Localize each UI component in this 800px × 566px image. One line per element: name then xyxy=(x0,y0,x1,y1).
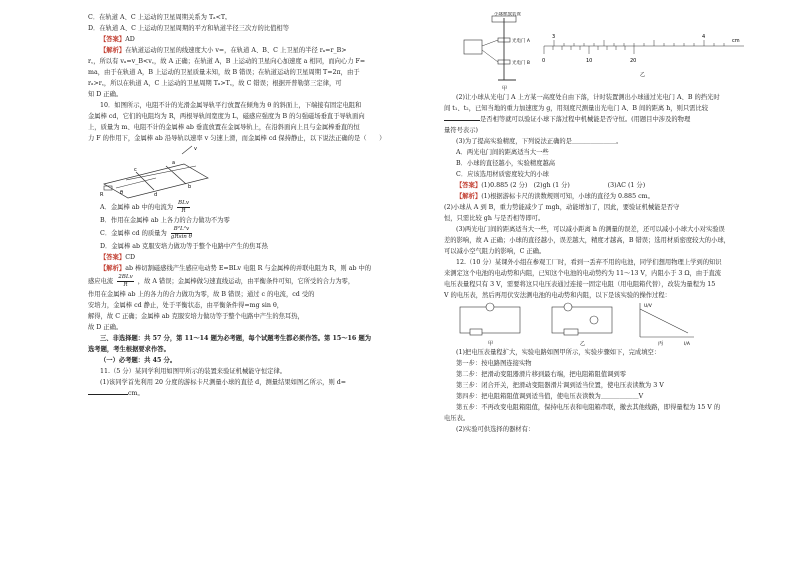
answer-line: 【答案】CD xyxy=(100,254,136,261)
question-10-text: 上，质量为 m、电阻不计的金属棒 ab 垂直放置在金属导轨上，在沿斜面向上且与金属棒垂直的恒 xyxy=(88,124,360,131)
fraction: $\frac{\text{2BLv}}{R}$ xyxy=(118,274,133,288)
q12-part1: (1)把电压表量程扩大，实验电路如图甲所示，实验步骤如下，完成填空： xyxy=(456,349,661,356)
q12-step5: 第五步：不再改变电阻箱阻值，保持电压表和电阻箱串联，撤去其他线路，即得量程为 15 V 的 xyxy=(456,404,721,411)
q11-part2: 间 t₁、t₂，已知当地的重力加速度为 g，用刻度尺测量出光电门 A、B 间的距离 h，则只需比较 xyxy=(444,105,709,112)
question-10-text: 金属棒 cd，它们的电阻均为 R，两根导轨间宽度为 L，磁感应强度为 B 的匀强磁场垂直于导轨面向 xyxy=(88,113,365,120)
left-column xyxy=(88,12,440,399)
option-a: A．金属棒 ab 中的电流为 $\frac{\text{BLv}}{R}$ xyxy=(100,200,190,214)
fraction: $\frac{\text{B²L²v}}{\text{gRsin θ}}$ xyxy=(170,226,192,240)
q11-part2: 量符号表示) xyxy=(444,127,478,134)
main-scale-ticks xyxy=(554,40,724,46)
required-heading: （一）必考题：共 45 分。 xyxy=(100,357,177,364)
option-c: C．金属棒 cd 的质量为 $\frac{\text{B²L²v}}{\text{gRsin θ}}$ xyxy=(100,226,192,240)
analysis-line: 解得，故 C 正确；金属棒 ab 克服安培力做功等于整个电路中产生的焦耳热， xyxy=(88,313,304,320)
caption-yi: 乙 xyxy=(640,72,646,78)
scale-3: 3 xyxy=(552,34,556,40)
q11-option-a: A．两光电门间的距离适当大一些 xyxy=(456,149,549,156)
analysis-line: 知 D 正确。 xyxy=(88,91,123,98)
analysis-line: 恒，只需比较 gh 与是否相等即可。 xyxy=(444,215,545,222)
label-d: d xyxy=(154,192,158,198)
q11-option-b: B．小球的直径越小，实验精度越高 xyxy=(456,160,556,167)
question-12: 12.（10 分）某课外小组在参观工厂时，看到一丢弃不用的电池，同学们想用物理上学到的知识 xyxy=(456,259,722,266)
answer-line: 【答案】(1)0.885 (2 分) (2)gh (1 分) (3)AC (1 分) xyxy=(456,182,646,189)
q12-step5: 电压表。 xyxy=(444,415,470,422)
analysis-line: ma，由于在轨道 A，B 上运动的卫星质量未知，故 B 错误；在轨道运动的卫星周期 T=2π，由于 xyxy=(88,69,360,76)
vernier-10: 10 xyxy=(586,58,593,64)
analysis-line: 作用在金属棒 ab 上的各力的合力做功为零，故 B 错误；通过 c 的电流，cd 受的 xyxy=(88,291,315,298)
analysis-line: 【解析】ab 棒切割磁感线产生感应电动势 E=BLv 电阻 R 与金属棒的并联电阻为 R，则 ab 中的 xyxy=(100,265,372,272)
question-11-blank: cm。 xyxy=(88,388,440,399)
section-3-heading: 选考题，考生根据要求作答。 xyxy=(88,346,170,353)
option-c-prev: C．在轨道 A、C 上运动的卫星周期关系为 Tₐ<T꜀ xyxy=(88,14,228,21)
question-10: 10．如图所示，电阻不计的光滑金属导轨平行放置在倾角为 θ 的斜面上，下端接有固定电阻和 xyxy=(100,102,362,109)
apparatus-diagram xyxy=(444,12,796,92)
caption-bing: 丙 xyxy=(658,341,664,347)
vernier-ticks xyxy=(544,46,634,54)
gate-a-label: 光电门 A xyxy=(512,39,531,44)
question-11: 11.（5 分）某同学利用如图甲所示的装置来验证机械能守恒定律。 xyxy=(100,368,287,375)
gate-b-label: 光电门 B xyxy=(512,61,531,66)
q11-part2: (2)让小球从光电门 A 上方某一高度处自由下落，计时装置测出小球通过光电门 A、B 的挡光时 xyxy=(456,94,720,101)
analysis-line: (2)小球从 A 到 B，重力势能减少了 mgh，动能增加了，因此，要验证机械能是否守 xyxy=(444,204,680,211)
incline-diagram xyxy=(96,144,216,200)
q12-step4: 第四步：把电阻箱阻值调到适当值，使电压表读数为＿＿＿＿＿＿V xyxy=(456,393,644,400)
option-d: D．金属棒 ab 克服安培力做功等于整个电路中产生的焦耳热 xyxy=(100,243,268,250)
analysis-line: 【解析】(1)根据游标卡尺的读数规则可知，小球的直径为 0.885 cm。 xyxy=(456,193,654,200)
label-r: R xyxy=(100,192,104,198)
label-theta: θ xyxy=(120,190,124,196)
answer-line: 【答案】AD xyxy=(100,36,135,43)
axis-u: U/V xyxy=(644,304,652,309)
caption-jia2: 甲 xyxy=(488,341,494,347)
circuit-diagram xyxy=(444,301,796,347)
question-12-text: 来测定这个电池的电动势和内阻，已知这个电池的电动势约为 11～13 V，内阻小于 3 Ω，由于直流 xyxy=(444,270,722,277)
analysis-line: 可以减小空气阻力的影响，C 正确。 xyxy=(444,248,546,255)
q12-part2: (2)实验可供选择的器材有： xyxy=(456,426,535,433)
question-12-text: 电压表量程只有 3 V，需要将这只电压表通过连接一固定电阻（用电阻箱代替），改装为量程为 15 xyxy=(444,281,716,288)
q12-step1: 第一步：按电路图连接实物 xyxy=(456,360,532,367)
q12-step3: 第三步：闭合开关，把滑动变阻器滑片调到适当位置，使电压表读数为 3 V xyxy=(456,382,664,389)
label-b: b xyxy=(188,184,192,190)
incline-figure xyxy=(96,144,440,200)
analysis-line: 安培力，金属棒 cd 静止，处于平衡状态，由平衡条件得=mg sin θ， xyxy=(88,302,284,309)
section-3-heading: 三、非选择题：共 57 分，第 11～14 题为必考题，每个试题考生都必须作答。第 15～16 题为 xyxy=(100,335,372,342)
circuit-figure xyxy=(444,301,796,347)
option-d-prev: D．在轨道 A、C 上运动的卫星周期的平方和轨道半径三次方的比值相等 xyxy=(88,25,290,32)
fraction: $\frac{\text{BLv}}{R}$ xyxy=(178,200,190,214)
option-b: B．作用在金属棒 ab 上各力的合力做功不为零 xyxy=(100,217,230,224)
q11-option-c: C．应该选用材质密度较大的小球 xyxy=(456,171,549,178)
label-a: a xyxy=(172,160,176,166)
scale-4: 4 xyxy=(702,34,706,40)
question-10-text: 力 F 的作用下，金属棒 ab 沿导轨以速率 v 匀速上滑，而金属棒 cd 保持静止，以下说法正确的是（ ） xyxy=(88,135,386,142)
label-v: v xyxy=(194,146,197,152)
analysis-line: 感应电流 $\frac{\text{2BLv}}{R}$ ，故 A 错误；金属棒做匀速直线运动，由平衡条件可知，它所受的合力为零， xyxy=(88,274,355,288)
axis-i: I/A xyxy=(684,342,690,347)
question-11-part1: (1)该同学首先利用 20 分度的游标卡尺测量小球的直径 d，测量结果如图乙所示，则 d= xyxy=(100,379,347,386)
analysis-line: 差的影响，故 A 正确；小球的直径越小，误差越大，精度才越高，B 错误；选用材质密度较大的小球， xyxy=(444,237,730,244)
analysis-line: 【解析】在轨道运动的卫星的线速度大小 v=，在轨道 A、B、C 上卫星的半径 rₐ=r_B> xyxy=(100,47,347,54)
caption-yi2: 乙 xyxy=(580,341,586,347)
analysis-line: rₐ>r꜀，所以在轨道 A，C 上运动的卫星周期 Tₐ>T꜀，故 C 错误；根据开普勒第三定律，可 xyxy=(88,80,342,87)
caption-jia: 甲 xyxy=(502,86,508,92)
q11-part2: 是否相等就可以验证小球下落过程中机械能是否守恒。(用题目中涉及的物理 xyxy=(444,114,796,125)
analysis-line: r꜀，所以有 vₐ=v_B<v꜀，故 A 正确；在轨道 A，B 上运动的卫星向心加速度 a 相同，而向心力 F= xyxy=(88,58,366,65)
analysis-line: (3)两光电门间的距离适当大一些，可以减小距离 h 的测量的误差，还可以减小小球大小对实验误 xyxy=(456,226,725,233)
analysis-line: 故 D 正确。 xyxy=(88,324,123,331)
vernier-0: 0 xyxy=(542,58,546,64)
q12-step2: 第二步：把滑动变阻器滑片移到最右端，把电阻箱阻值调到零 xyxy=(456,371,627,378)
q11-part3: (3)为了提高实验精度，下列说法正确的是＿＿＿＿＿＿＿。 xyxy=(456,138,623,145)
apparatus-figure xyxy=(444,12,796,92)
right-column xyxy=(444,12,796,435)
release-label: 小球释放装置 xyxy=(494,12,521,17)
label-c: c xyxy=(134,167,137,173)
question-12-text: V 的电压表，然后再用伏安法测电池的电动势和内阻，以下是该实验的操作过程： xyxy=(444,292,671,299)
vernier-20: 20 xyxy=(630,58,637,64)
scale-unit: cm xyxy=(732,38,740,44)
